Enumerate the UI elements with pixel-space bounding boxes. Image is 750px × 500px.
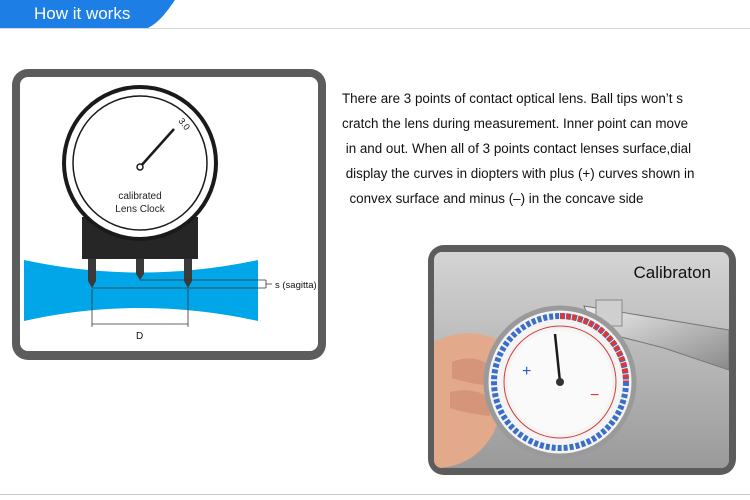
gauge-minus-sign: −: [590, 387, 600, 404]
header-divider: [0, 28, 750, 29]
probe-center: [136, 259, 144, 274]
footer-divider: [0, 494, 750, 495]
section-header-tab: [0, 0, 175, 28]
how-it-works-description: [342, 86, 732, 211]
clock-caption: [80, 190, 200, 216]
description-line: in and out. When all of 3 points contact lenses surface,dial: [342, 141, 692, 156]
description-line: display the curves in diopters with plus (+) curves shown in: [342, 166, 695, 181]
description-line: cratch the lens during measurement. Inner point can move: [342, 116, 689, 131]
dial-value-label: 3.0: [176, 116, 193, 133]
lens-clock-diagram-frame: [12, 69, 326, 360]
gauge-plus-sign: +: [522, 363, 532, 380]
calibration-photo-frame: [428, 245, 736, 475]
lens-clock-diagram: [20, 77, 318, 351]
probe-left: [88, 259, 96, 281]
calibration-photo: [434, 252, 729, 468]
probe-right: [184, 259, 192, 281]
calibration-photo-svg: [434, 252, 729, 468]
sagitta-label: s (sagitta): [275, 280, 317, 291]
clock-caption-line2: Lens Clock: [115, 204, 165, 215]
section-title: How it works: [34, 4, 131, 23]
description-line: There are 3 points of contact optical lens. Ball tips won’t s: [342, 91, 683, 106]
gauge-pin: [556, 378, 564, 386]
calibration-label: Calibraton: [633, 263, 711, 282]
description-line: convex surface and minus (–) in the concave side: [342, 191, 644, 206]
clock-caption-line1: calibrated: [118, 191, 162, 202]
diameter-label: D: [136, 331, 144, 342]
dial-center-pin: [137, 164, 143, 170]
